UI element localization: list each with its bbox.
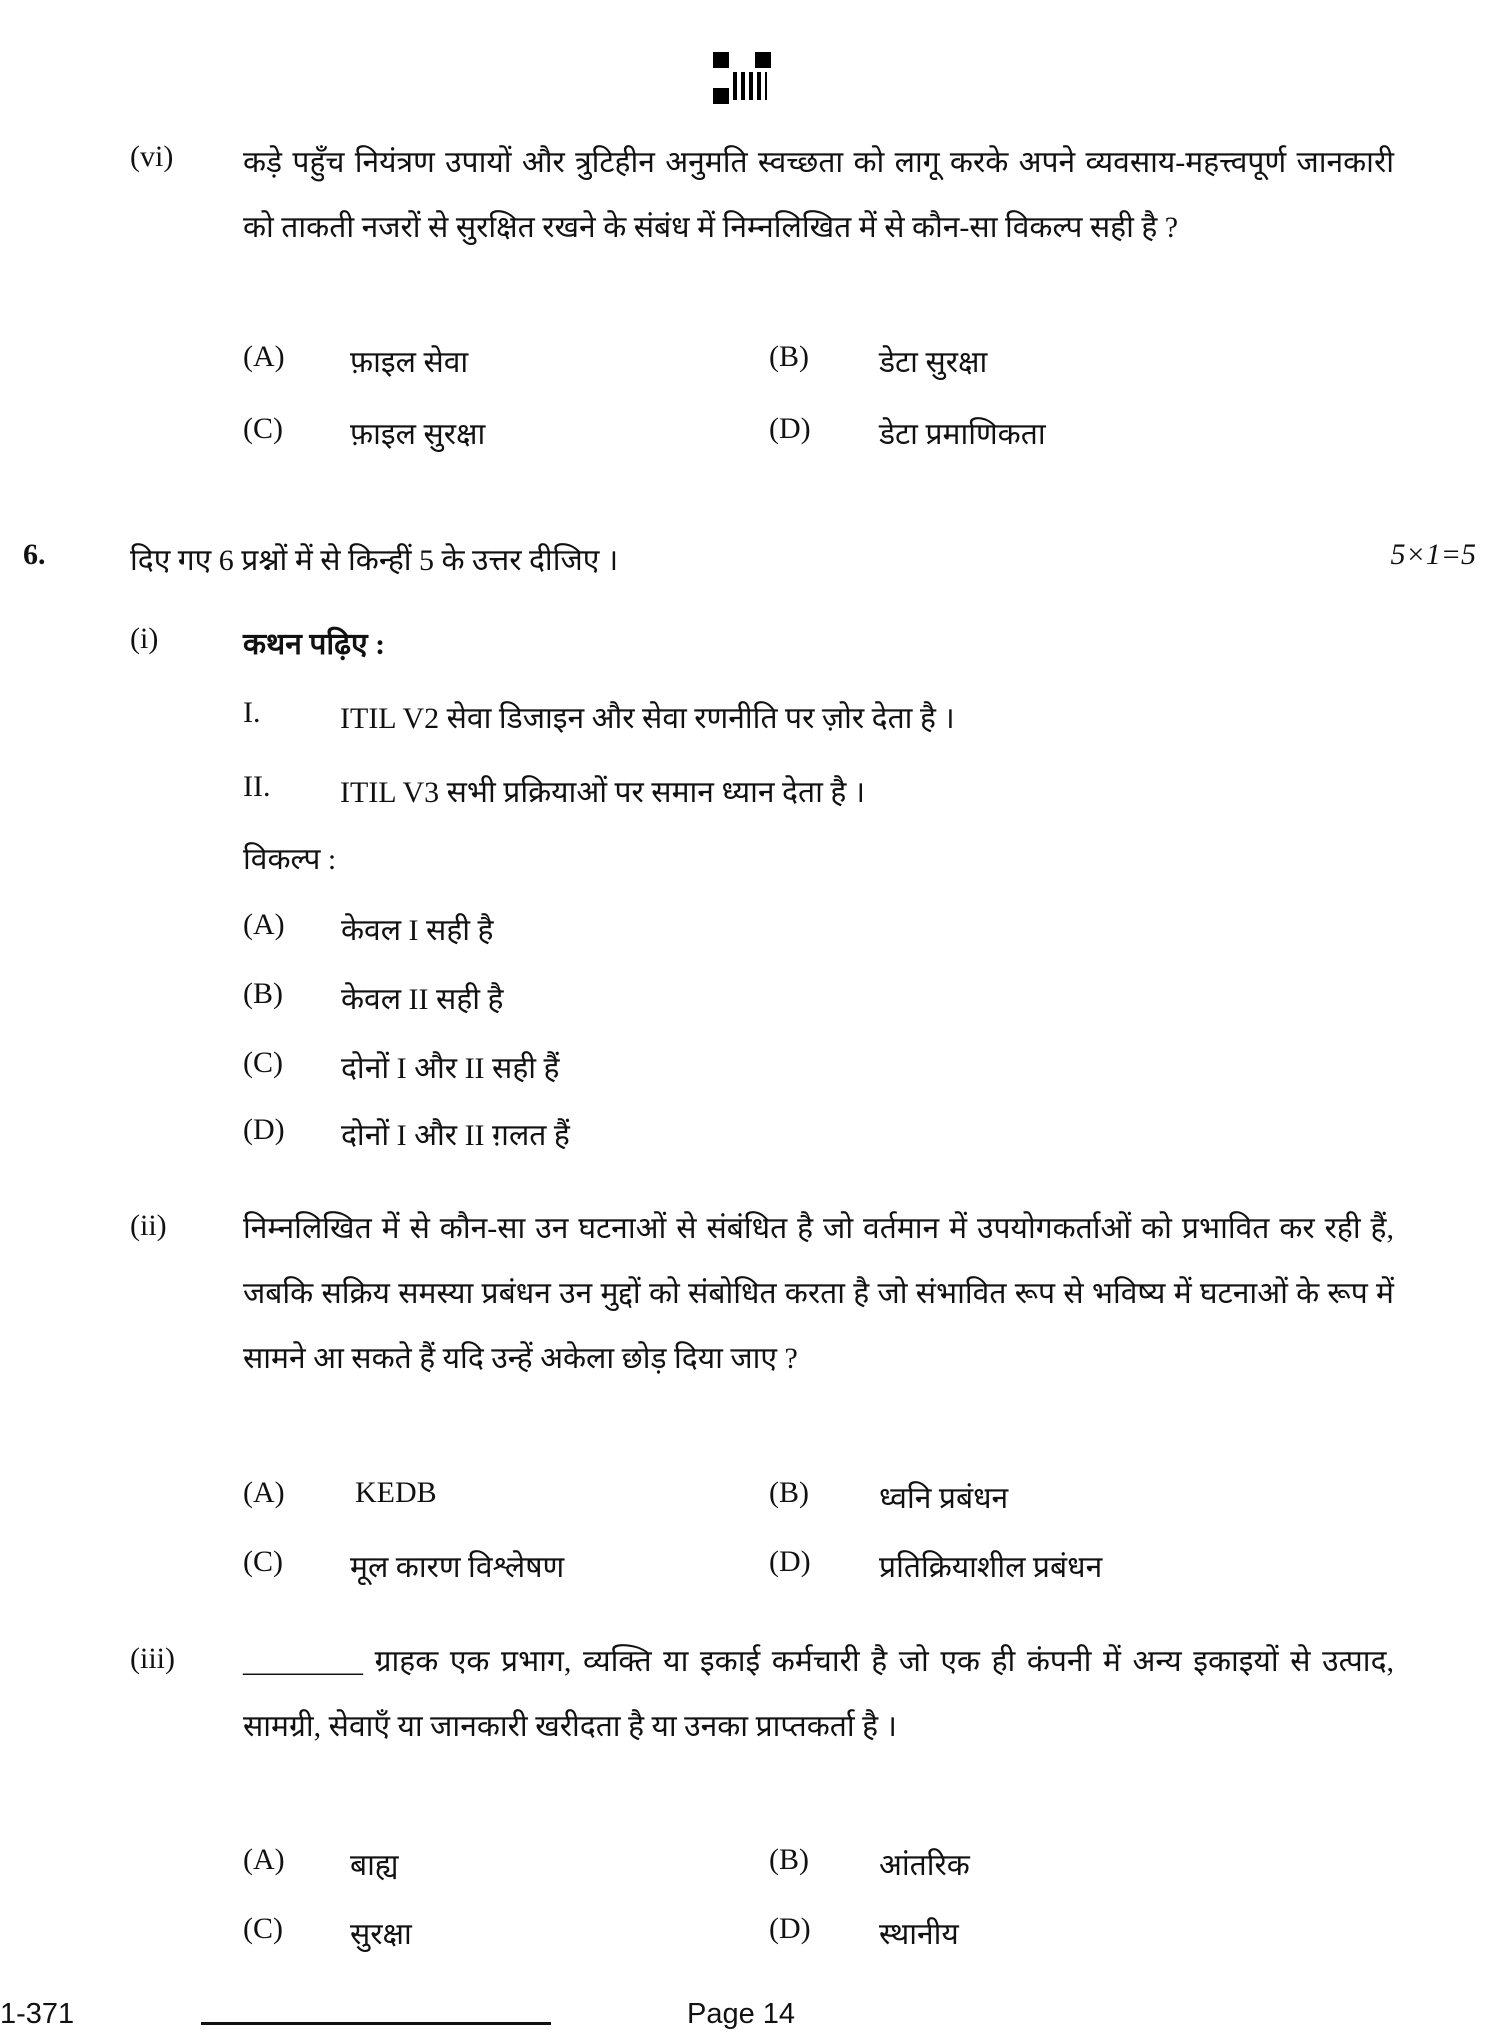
option-label: (C) bbox=[243, 412, 283, 445]
paper-code: 1-371 bbox=[0, 1998, 75, 2030]
question-text: निम्नलिखित में से कौन-सा उन घटनाओं से संबंधित है जो वर्तमान में उपयोगकर्ताओं को प्रभावित कर रही हैं, जबकि सक्रिय समस्या प्रबंधन उन मुद्दों को संबोधित करता है जो संभावित रूप से भविष्य में घटनाओं के रूप में सामने आ सकते हैं यदि उन्हें अकेला छोड़ दिया जाए ? bbox=[243, 1212, 1394, 1375]
question-label: (ii) bbox=[130, 1209, 167, 1242]
option-text: KEDB bbox=[355, 1476, 437, 1509]
option-label: (C) bbox=[243, 1545, 283, 1578]
statement-text: ITIL V2 सेवा डिजाइन और सेवा रणनीति पर ज़ोर देता है । bbox=[340, 702, 955, 735]
qr-code bbox=[713, 52, 771, 104]
option-label: (A) bbox=[243, 908, 285, 941]
option-text: स्थानीय bbox=[879, 1918, 959, 1951]
option-label: (C) bbox=[243, 1046, 283, 1079]
option-label: (A) bbox=[243, 1843, 285, 1876]
option-label: (C) bbox=[243, 1912, 283, 1945]
statement-text: ITIL V3 सभी प्रक्रियाओं पर समान ध्यान देता है । bbox=[340, 776, 866, 809]
option-text: प्रतिक्रियाशील प्रबंधन bbox=[879, 1551, 1103, 1584]
option-text: फ़ाइल सेवा bbox=[350, 346, 469, 379]
option-label: (B) bbox=[243, 977, 283, 1010]
question-instruction: दिए गए 6 प्रश्नों में से किन्हीं 5 के उत्तर दीजिए । bbox=[130, 544, 619, 577]
option-text: डेटा प्रमाणिकता bbox=[879, 418, 1046, 451]
option-text: दोनों I और II सही हैं bbox=[341, 1052, 560, 1085]
question-label: (i) bbox=[130, 622, 159, 655]
option-text: केवल II सही है bbox=[341, 983, 504, 1016]
option-text: बाह्य bbox=[350, 1849, 399, 1882]
option-text: केवल I सही है bbox=[341, 914, 494, 947]
marks: 5×1=5 bbox=[1390, 538, 1476, 571]
option-text: दोनों I और II ग़लत हैं bbox=[341, 1119, 570, 1152]
option-text: सुरक्षा bbox=[350, 1918, 412, 1951]
option-label: (A) bbox=[243, 340, 285, 373]
option-text: मूल कारण विश्लेषण bbox=[350, 1551, 565, 1584]
option-text: ध्वनि प्रबंधन bbox=[879, 1482, 1009, 1515]
option-label: (B) bbox=[769, 1843, 809, 1876]
option-label: (A) bbox=[243, 1476, 285, 1509]
option-text: आंतरिक bbox=[879, 1849, 970, 1882]
question-label: (iii) bbox=[130, 1642, 175, 1675]
question-text: कड़े पहुँच नियंत्रण उपायों और त्रुटिहीन अनुमति स्वच्छता को लागू करके अपने व्यवसाय-महत्त्वपूर्ण जानकारी को ताकती नजरों से सुरक्षित रखने के संबंध में निम्नलिखित में से कौन-सा विकल्प सही है ? bbox=[243, 146, 1394, 244]
option-label: (B) bbox=[769, 1476, 809, 1509]
question-text bbox=[243, 1629, 1394, 1759]
question-body: ग्राहक एक प्रभाग, व्यक्ति या इकाई कर्मचारी है जो एक ही कंपनी में अन्य इकाइयों से उत्पाद, सामग्री, सेवाएँ या जानकारी खरीदता है या उनका प्राप्तकर्ता है । bbox=[243, 1645, 1395, 1743]
option-label: (D) bbox=[769, 1912, 811, 1945]
answer-blank: ________ bbox=[243, 1645, 363, 1678]
options-heading: विकल्प : bbox=[243, 843, 337, 876]
footer-divider bbox=[201, 2022, 551, 2025]
option-label: (B) bbox=[769, 340, 809, 373]
page-number: Page 14 bbox=[687, 1998, 796, 2030]
question-heading: कथन पढ़िए : bbox=[243, 628, 386, 661]
option-label: (D) bbox=[243, 1113, 285, 1146]
question-number: 6. bbox=[23, 538, 46, 571]
statement-label: II. bbox=[243, 770, 271, 803]
option-text: फ़ाइल सुरक्षा bbox=[350, 418, 486, 451]
option-label: (D) bbox=[769, 1545, 811, 1578]
option-label: (D) bbox=[769, 412, 811, 445]
statement-label: I. bbox=[243, 696, 261, 729]
question-label: (vi) bbox=[130, 140, 174, 173]
option-text: डेटा सुरक्षा bbox=[879, 346, 988, 379]
